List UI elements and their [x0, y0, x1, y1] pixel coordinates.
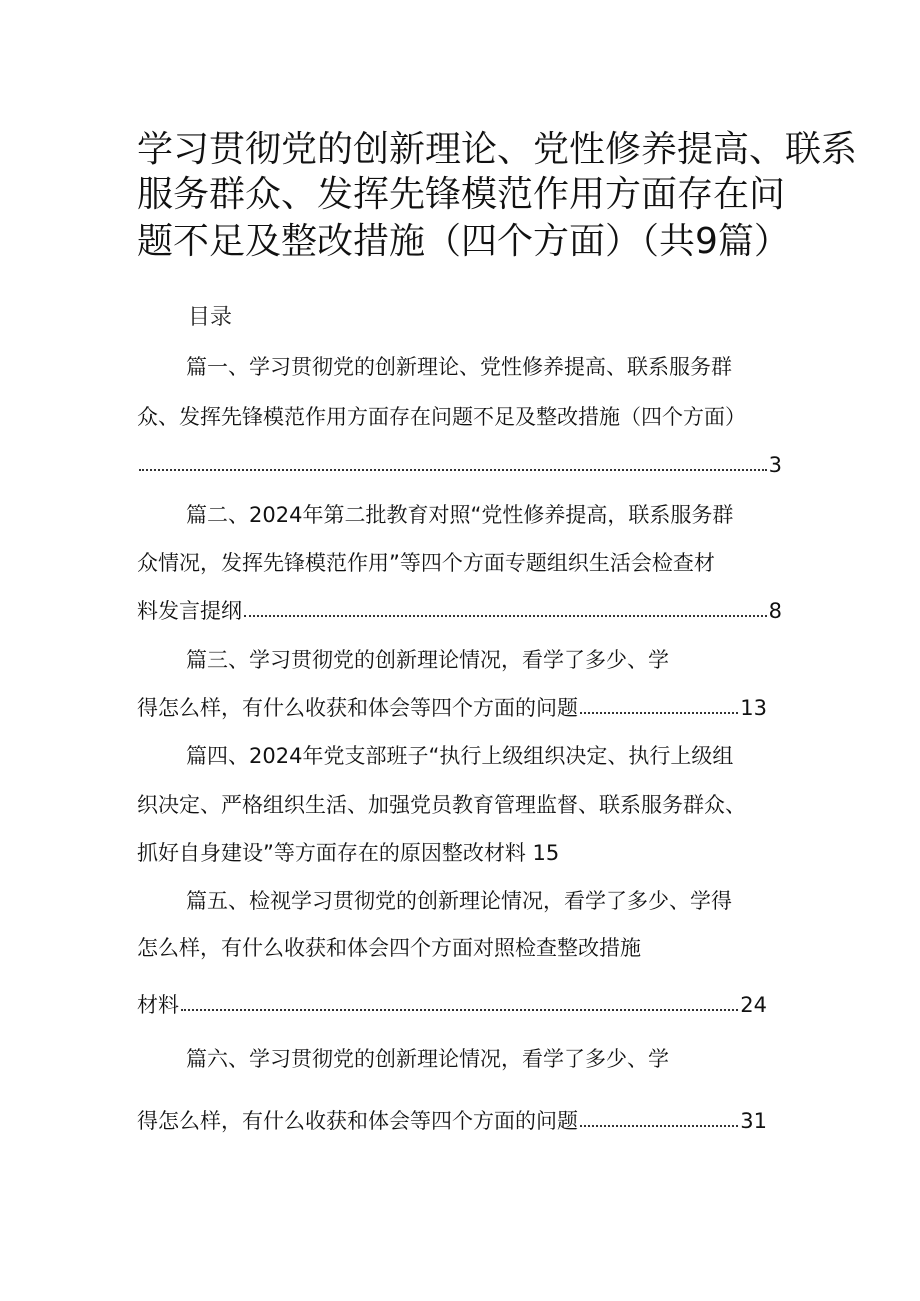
- document-title-line-2: 服务群众、发挥先锋模范作用方面存在问: [137, 174, 786, 215]
- toc-entry-4-line-2: 织决定、严格组织生活、加强党员教育管理监督、联系服务群众、: [137, 793, 746, 817]
- toc-label: 目录: [188, 305, 233, 330]
- toc-entry-5-last-text: 材料: [137, 993, 179, 1017]
- toc-entry-4-line-1: 篇四、2024年党支部班子“执行上级组织决定、执行上级组: [186, 744, 734, 768]
- toc-entry-6-line-1: 篇六、学习贯彻党的创新理论情况，看学了多少、学: [186, 1047, 669, 1071]
- toc-entry-4-line-3[interactable]: 抓好自身建设”等方面存在的原因整改材料 15: [137, 841, 560, 865]
- toc-entry-2-line-1: 篇二、2024年第二批教育对照“党性修养提高，联系服务群: [186, 503, 734, 527]
- toc-entry-5-page: 24: [740, 993, 767, 1017]
- document-title-line-1: 学习贯彻党的创新理论、党性修养提高、联系: [137, 129, 858, 170]
- toc-entry-6-last-text: 得怎么样，有什么收获和体会等四个方面的问题: [137, 1109, 578, 1133]
- dot-leader: [139, 450, 767, 471]
- document-title-line-3: 题不足及整改措施（四个方面）（共9篇）: [137, 221, 790, 262]
- toc-entry-1-line-1: 篇一、学习贯彻党的创新理论、党性修养提高、联系服务群: [186, 355, 732, 379]
- toc-entry-3-line-1: 篇三、学习贯彻党的创新理论情况，看学了多少、学: [186, 648, 669, 672]
- toc-entry-6-page: 31: [740, 1109, 767, 1133]
- toc-entry-3-leader-row[interactable]: [137, 693, 767, 723]
- toc-entry-1-line-2: 众、发挥先锋模范作用方面存在问题不足及整改措施（四个方面）: [137, 405, 746, 429]
- toc-entry-2-line-2: 众情况，发挥先锋模范作用”等四个方面专题组织生活会检查材: [137, 551, 715, 575]
- dot-leader: [580, 1106, 738, 1127]
- toc-entry-1-page: 3: [768, 453, 782, 477]
- toc-entry-5-line-1: 篇五、检视学习贯彻党的创新理论情况，看学了多少、学得: [186, 889, 732, 913]
- dot-leader: [181, 990, 738, 1011]
- toc-entry-5-line-2: 怎么样，有什么收获和体会四个方面对照检查整改措施: [137, 936, 641, 960]
- toc-entry-5-leader-row[interactable]: [137, 990, 767, 1020]
- toc-entry-2-page: 8: [768, 599, 782, 623]
- toc-entry-1-leader-row[interactable]: [137, 450, 782, 480]
- dot-leader: [580, 693, 738, 714]
- toc-entry-6-leader-row[interactable]: [137, 1106, 767, 1136]
- toc-entry-3-page: 13: [740, 696, 767, 720]
- toc-entry-2-last-text: 料发言提纲: [137, 599, 242, 623]
- toc-entry-2-leader-row[interactable]: [137, 596, 782, 626]
- dot-leader: [244, 596, 767, 617]
- toc-entry-3-last-text: 得怎么样，有什么收获和体会等四个方面的问题: [137, 696, 578, 720]
